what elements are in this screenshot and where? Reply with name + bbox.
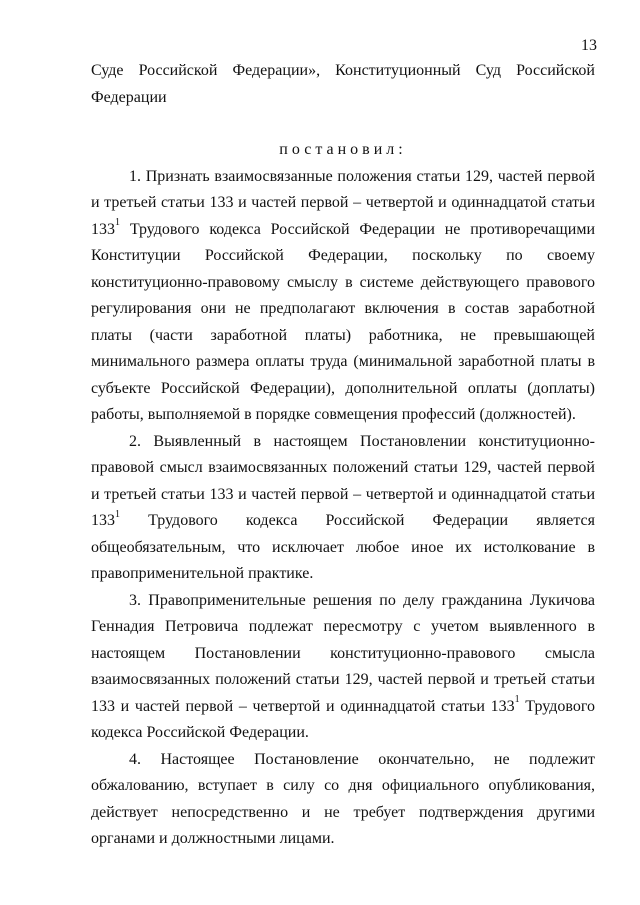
- item-3-paragraph: [91, 588, 595, 747]
- intro-paragraph: Суде Российской Федерации», Конституционный Суд Российской Федерации: [91, 62, 595, 106]
- item-2-text-before: 2. Выявленный в настоящем Постановлении конституционно-правовой смысл взаимосвязанных положений статьи 129, частей первой и третьей статьи 133 и частей первой – четвертой и одиннадцатой статьи 133: [91, 432, 595, 529]
- item-4-text: 4. Настоящее Постановление окончательно, не подлежит обжалованию, вступает в силу со дня официального опубликования, действует непосредственно и не требует подтверждения другими органами и должностными лицами.: [91, 750, 595, 847]
- item-1-text-before: 1. Признать взаимосвязанные положения статьи 129, частей первой и третьей статьи 133 и частей первой – четвертой и одиннадцатой статьи 133: [91, 167, 595, 238]
- item-3-text-before: 3. Правоприменительные решения по делу гражданина Лукичова Геннадия Петровича подлежат пересмотру с учетом выявленного в настоящем Постановлении конституционно-правового смысла взаимосвязанных положений статьи 129, частей первой и третьей статьи 133 и частей первой – четвертой и одиннадцатой статьи 133: [91, 591, 595, 715]
- item-2-text-after: Трудового кодекса Российской Федерации является общеобязательным, что исключает любое иное их истолкование в правоприменительной практике.: [91, 512, 595, 582]
- item-2-superscript: 1: [115, 508, 120, 520]
- resolution-heading: постановил:: [279, 141, 407, 158]
- item-2-paragraph: [91, 429, 595, 588]
- item-3-text-after: Трудового кодекса Российской Федерации.: [91, 697, 595, 741]
- item-1-paragraph: [91, 164, 595, 429]
- item-1-text-after: Трудового кодекса Российской Федерации не противоречащими Конституции Российской Федерации, поскольку по своему конституционно-правовому смыслу в системе действующего правового регулирования они не предполагают включения в состав заработной платы (части заработной платы) работника, не превышающей минимального размера оплаты труда (минимальной заработной платы в субъекте Российской Федерации), дополнительной оплаты (доплаты) работы, выполняемой в порядке совмещения профессий (должностей).: [91, 220, 595, 423]
- item-1-superscript: 1: [115, 217, 120, 229]
- page-number: 13: [581, 37, 597, 54]
- document-body: [91, 58, 595, 853]
- item-4-paragraph: [91, 747, 595, 853]
- item-3-superscript: 1: [514, 694, 520, 706]
